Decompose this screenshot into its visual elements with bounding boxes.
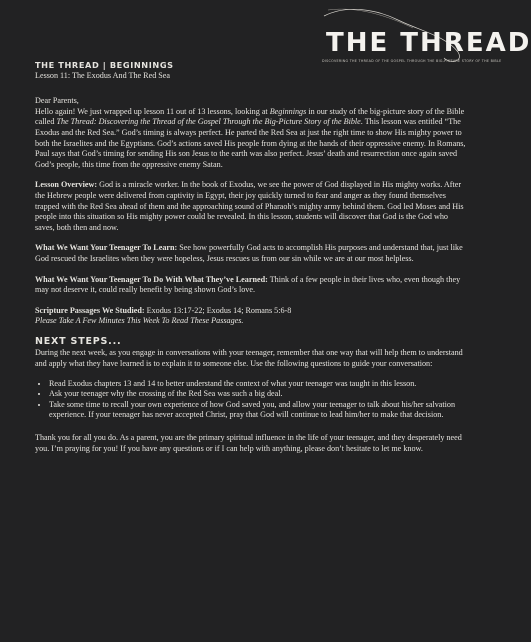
closing-paragraph: Thank you for all you do. As a parent, you are the primary spiritual influence in the life of your teenager, and they desperately need you. I’m praying for you! If you have any questions or if I can help with anything, please don’t hesitate to let me know. xyxy=(35,433,462,453)
overview-text: God is a miracle worker. In the book of Exodus, we see the power of God displayed in His mighty works. After the Hebrew people were delivered from captivity in Egypt, their joy quickly turned to fear and anger as they found themselves trapped with the Red Sea ahead of them and the approaching sound of Pharaoh’s mighty army behind them. God led Moses and His people into this situation so His mighty power could be revealed. In this lesson, students will discover that God is the God who saves, both then and now. xyxy=(35,180,464,232)
intro-text-1: Hello again! We just wrapped up lesson 11 out of 13 lessons, looking at xyxy=(35,106,270,116)
intro-text-2: in our study of the big-picture story of the Bible called xyxy=(35,106,465,127)
list-item: • Take some time to recall your own experience of how God saved you, and allow your teenager to talk about his/her salvation experience. If your teenager has never accepted Christ, pray that God will continue to lead him/her to make that decision. xyxy=(49,400,467,421)
greeting: Dear Parents, xyxy=(35,96,79,106)
overview-label: Lesson Overview: xyxy=(35,180,98,190)
logo-title: THE THREAD xyxy=(326,28,531,58)
do-text: Think of a few people in their lives who, even though they may not deserve it, could really benefit by being shown God’s love. xyxy=(35,274,461,295)
scripture-paragraph xyxy=(35,306,467,327)
scripture-note: Please Take A Few Minutes This Week To Read These Passages. xyxy=(35,316,244,326)
series-title: THE THREAD | BEGINNINGS xyxy=(35,60,174,70)
list-item: • Read Exodus chapters 13 and 14 to better understand the context of what your teenager was taught in this lesson. xyxy=(49,379,467,390)
logo-tagline: DISCOVERING THE THREAD OF THE GOSPEL THROUGH THE BIG-PICTURE STORY OF THE BIBLE xyxy=(322,59,502,63)
scripture-text: Exodus 13:17-22; Exodus 14; Romans 5:6-8 xyxy=(144,305,292,315)
scripture-label: Scripture Passages We Studied: xyxy=(35,305,145,315)
do-label: What We Want Your Teenager To Do With What They’ve Learned: xyxy=(35,274,268,284)
intro-text-3: . This lesson was entitled “The Exodus and the Red Sea.” God’s timing is always perfect. He parted the Red Sea at just the right time to show His mighty power to both the Israelites and the Egyptians. God’s actions saved His people from dying at the hands of their oppressive enemy. In Romans, Paul says that God’s timing for sending His son Jesus to the earth was also perfect. Jesus’ death and resurrection once again saved God’s people, this time from the oppressive enemy Satan. xyxy=(35,117,466,169)
learn-paragraph xyxy=(35,243,467,264)
next-steps-heading: NEXT STEPS... xyxy=(35,335,122,347)
next-steps-intro: During the next week, as you engage in conversations with your teenager, remember that one way that will help them to understand and apply what they have learned is to explain it to someone else. Use the following questions to guide your conversation: xyxy=(35,348,463,369)
learn-text: See how powerfully God acts to accomplish His purposes and understand that, just like God rescued the Israelites when they were hopeless, Jesus rescues us from our sin while we are at our most helpless. xyxy=(35,243,463,263)
learn-label: What We Want Your Teenager To Learn: xyxy=(35,243,178,253)
study-title: The Thread: Discovering the Thread of the Gospel Through the Big-Picture Story of the Bible xyxy=(56,117,361,127)
book-name: Beginnings xyxy=(269,106,307,116)
next-steps-list xyxy=(35,379,467,421)
list-item: • Ask your teenager why the crossing of the Red Sea was such a big deal. xyxy=(49,389,467,400)
intro-paragraph xyxy=(35,96,467,170)
letter-content xyxy=(35,59,502,464)
do-paragraph xyxy=(35,275,467,296)
lesson-title: Lesson 11: The Exodus And The Red Sea xyxy=(35,70,171,80)
overview-paragraph xyxy=(35,180,467,233)
